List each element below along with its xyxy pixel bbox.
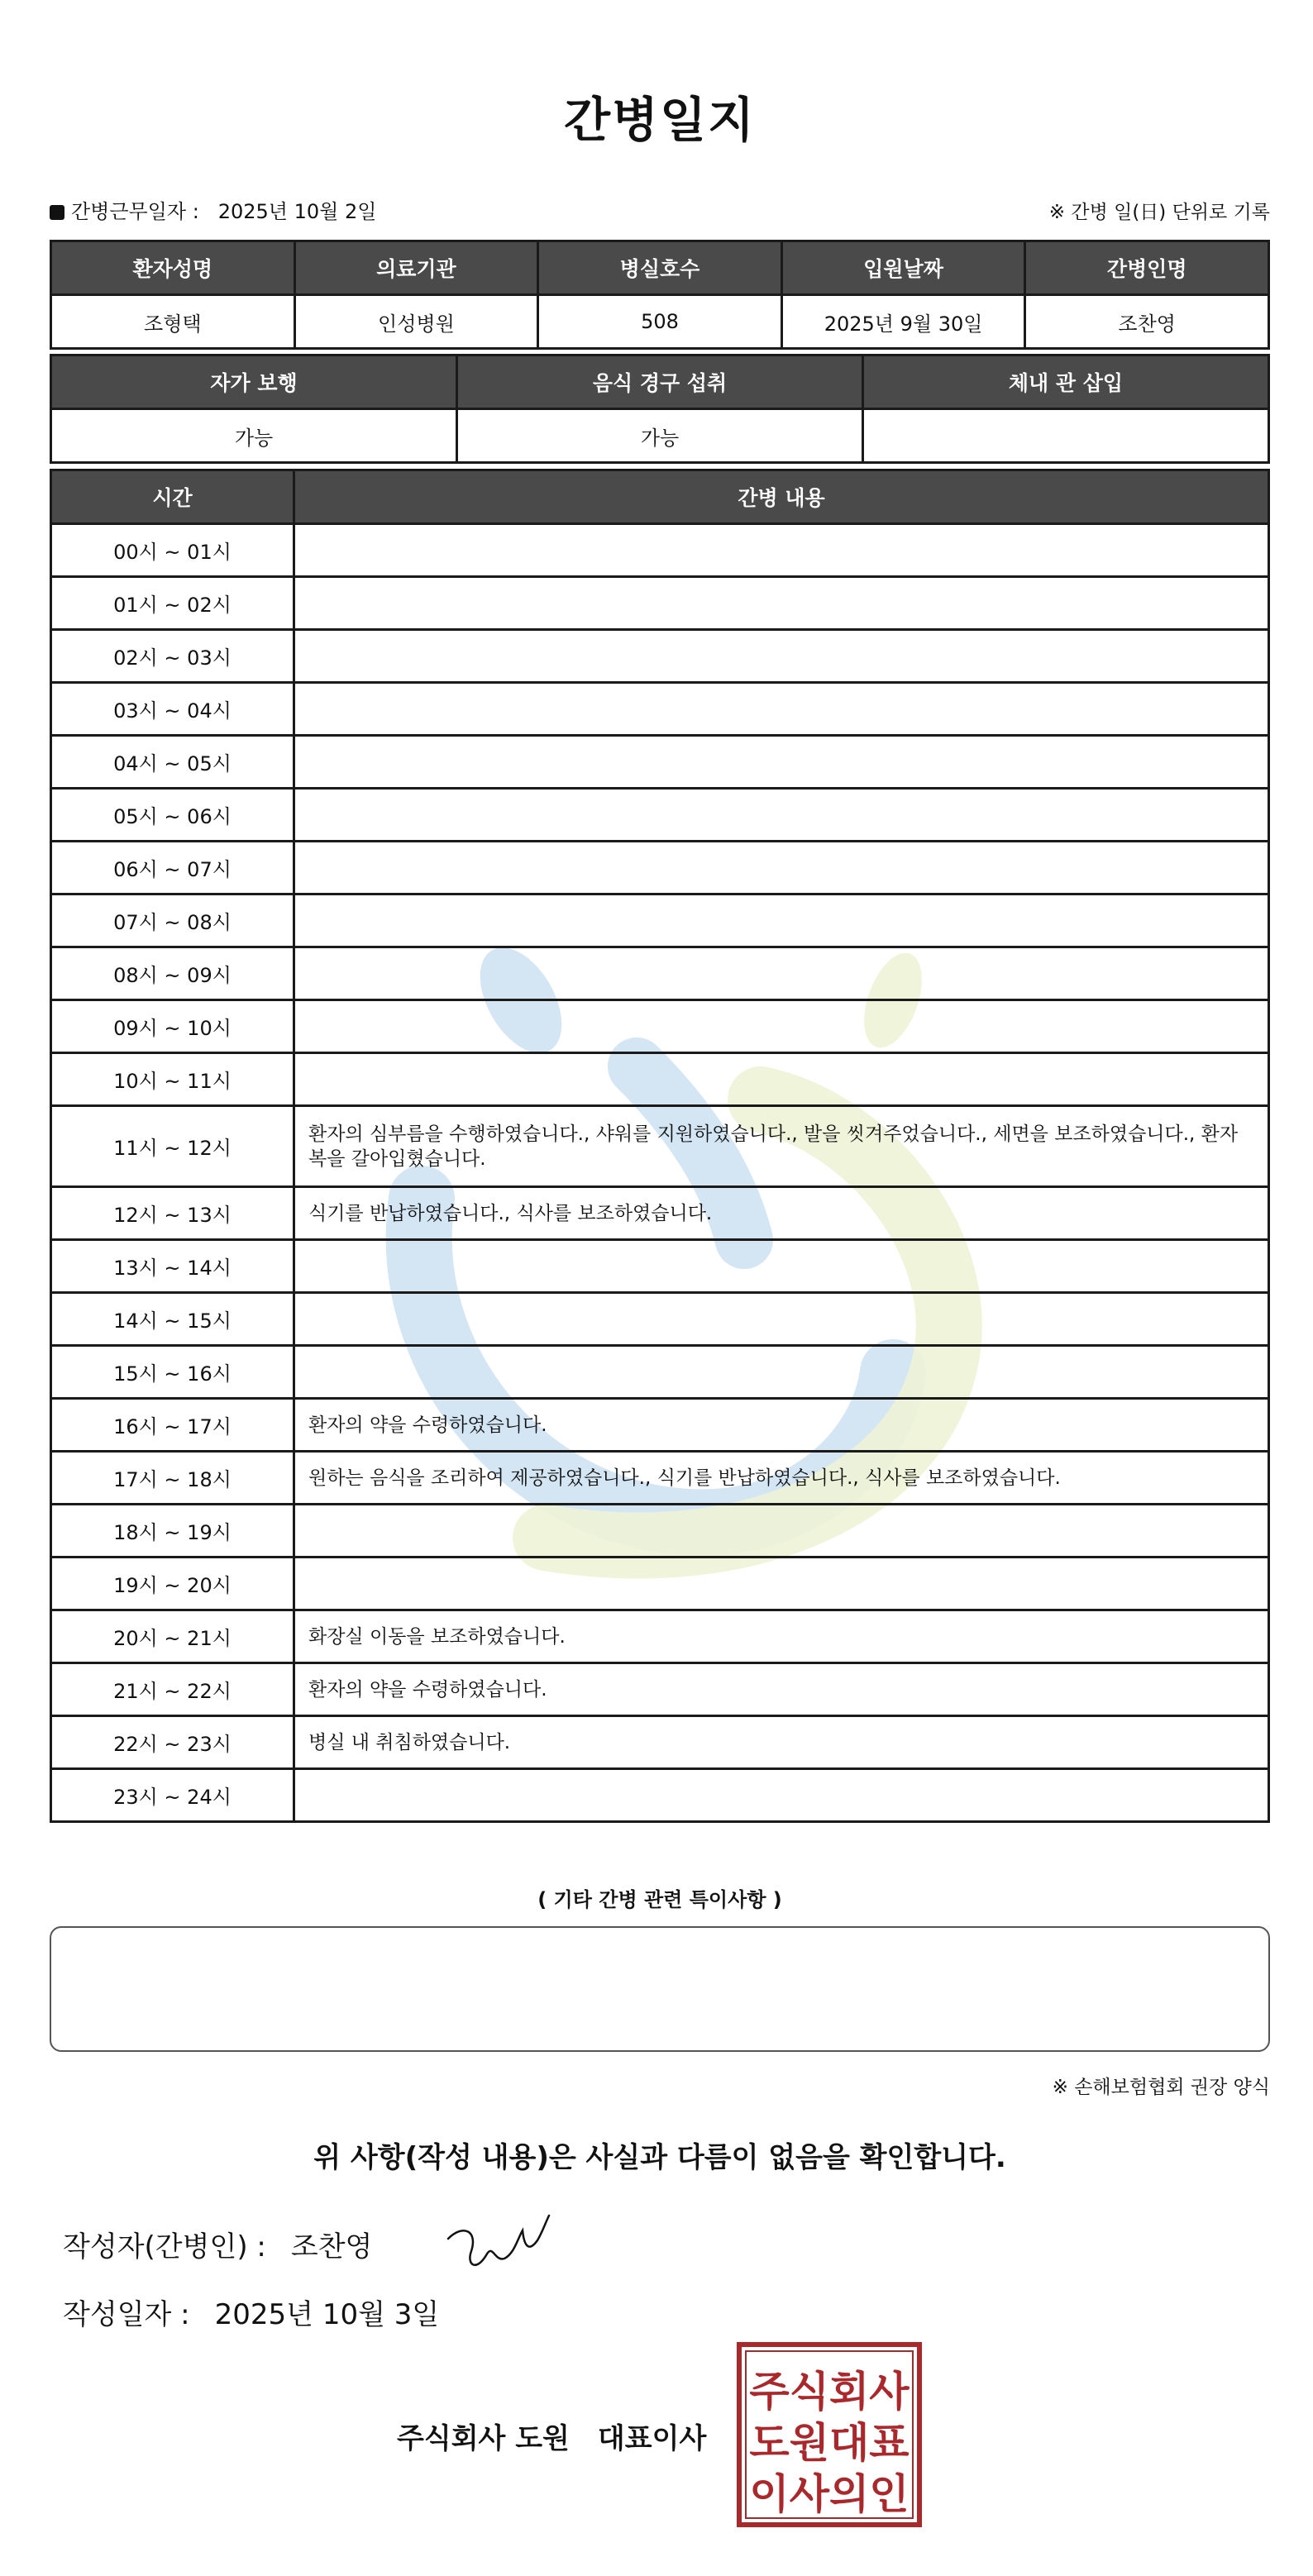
special-notes-box: [50, 1926, 1270, 2052]
header-self-walking: 자가 보행: [51, 355, 457, 409]
care-content: [294, 894, 1269, 947]
table-row: [51, 789, 1269, 842]
table-row: [51, 1769, 1269, 1822]
care-content: 병실 내 취침하였습니다.: [294, 1716, 1269, 1769]
work-date-label: 간병근무일자 :: [71, 200, 199, 223]
table-row: [51, 1106, 1269, 1187]
writer-line: [63, 2224, 372, 2264]
care-content: [294, 1053, 1269, 1106]
tube-insertion-value: [863, 409, 1269, 463]
time-slot: 01시 ~ 02시: [51, 577, 294, 630]
time-slot: 11시 ~ 12시: [51, 1106, 294, 1187]
care-content: [294, 789, 1269, 842]
time-slot: 12시 ~ 13시: [51, 1187, 294, 1240]
care-content: [294, 1240, 1269, 1293]
work-date-line: [50, 195, 1270, 225]
time-slot: 06시 ~ 07시: [51, 842, 294, 894]
time-slot: 17시 ~ 18시: [51, 1452, 294, 1505]
patient-name: 조형택: [51, 295, 295, 349]
work-date: [50, 195, 376, 224]
writing-date-label: 작성일자 :: [63, 2298, 190, 2331]
table-row: [51, 842, 1269, 894]
table-row: [51, 577, 1269, 630]
ceo-label: 대표이사: [597, 2422, 707, 2455]
time-slot: 03시 ~ 04시: [51, 683, 294, 736]
header-hospital: 의료기관: [294, 241, 538, 295]
svg-text:이사의인: 이사의인: [749, 2470, 910, 2518]
admission-date: 2025년 9월 30일: [781, 295, 1025, 349]
time-slot: 19시 ~ 20시: [51, 1558, 294, 1610]
time-slot: 22시 ~ 23시: [51, 1716, 294, 1769]
table-row: [51, 524, 1269, 577]
hourly-care-log-table: [50, 469, 1270, 1823]
care-content: [294, 630, 1269, 683]
square-bullet-icon: [50, 205, 64, 220]
header-patient-name: 환자성명: [51, 241, 295, 295]
header-admission-date: 입원날짜: [781, 241, 1025, 295]
care-content: [294, 1505, 1269, 1558]
care-content: [294, 1769, 1269, 1822]
table-row: [51, 1505, 1269, 1558]
time-slot: 14시 ~ 15시: [51, 1293, 294, 1346]
table-row: [51, 947, 1269, 1000]
care-log-rows: [51, 524, 1269, 1822]
time-slot: 10시 ~ 11시: [51, 1053, 294, 1106]
care-content: [294, 683, 1269, 736]
svg-text:도원대표: 도원대표: [749, 2419, 910, 2467]
care-content: [294, 736, 1269, 789]
company-line: [397, 2416, 706, 2456]
header-tube-insertion: 체내 관 삽입: [863, 355, 1269, 409]
time-slot: 13시 ~ 14시: [51, 1240, 294, 1293]
header-oral-intake: 음식 경구 섭취: [457, 355, 863, 409]
time-slot: 15시 ~ 16시: [51, 1346, 294, 1399]
svg-text:주식회사: 주식회사: [749, 2368, 910, 2416]
time-slot: 18시 ~ 19시: [51, 1505, 294, 1558]
time-slot: 07시 ~ 08시: [51, 894, 294, 947]
care-content: [294, 842, 1269, 894]
work-date-value: 2025년 10월 2일: [217, 200, 377, 223]
table-row: [51, 1053, 1269, 1106]
table-row: [51, 1293, 1269, 1346]
table-row: [51, 1399, 1269, 1452]
signature: [438, 2206, 604, 2280]
time-slot: 16시 ~ 17시: [51, 1399, 294, 1452]
document-title: 간병일지: [563, 92, 757, 148]
confirmation-statement: 위 사항(작성 내용)은 사실과 다름이 없음을 확인합니다.: [313, 2141, 1006, 2174]
care-content: 환자의 심부름을 수행하였습니다., 샤워를 지원하였습니다., 발을 씻겨주었습니다., 세면을 보조하였습니다., 환자복을 갈아입혔습니다.: [294, 1106, 1269, 1187]
time-slot: 04시 ~ 05시: [51, 736, 294, 789]
patient-info-table: [50, 240, 1270, 350]
table-row: [51, 683, 1269, 736]
time-slot: 20시 ~ 21시: [51, 1610, 294, 1663]
care-content: [294, 1000, 1269, 1053]
writing-date-value: 2025년 10월 3일: [214, 2298, 440, 2331]
writer-label: 작성자(간병인) :: [63, 2230, 266, 2264]
table-row: [51, 736, 1269, 789]
care-content: [294, 1293, 1269, 1346]
hospital: 인성병원: [294, 295, 538, 349]
time-slot: 05시 ~ 06시: [51, 789, 294, 842]
patient-status-table: [50, 354, 1270, 464]
time-slot: 09시 ~ 10시: [51, 1000, 294, 1053]
table-row: [51, 630, 1269, 683]
caregiver-name: 조찬영: [1025, 295, 1269, 349]
company-seal: [736, 2341, 923, 2528]
time-slot: 00시 ~ 01시: [51, 524, 294, 577]
time-slot: 08시 ~ 09시: [51, 947, 294, 1000]
header-caregiver-name: 간병인명: [1025, 241, 1269, 295]
table-row: [51, 1187, 1269, 1240]
care-content: 원하는 음식을 조리하여 제공하였습니다., 식기를 반납하였습니다., 식사를 보조하였습니다.: [294, 1452, 1269, 1505]
source-note: ※ 손해보험협회 권장 양식: [1052, 2077, 1270, 2098]
oral-intake-value: 가능: [457, 409, 863, 463]
table-row: [51, 1610, 1269, 1663]
writing-date-line: [63, 2292, 439, 2332]
room-number: 508: [538, 295, 782, 349]
table-row: [51, 1000, 1269, 1053]
care-content: 환자의 약을 수령하였습니다.: [294, 1399, 1269, 1452]
care-content: [294, 1346, 1269, 1399]
company-name: 주식회사 도원: [397, 2422, 570, 2455]
table-row: [51, 1663, 1269, 1716]
time-slot: 21시 ~ 22시: [51, 1663, 294, 1716]
care-content: [294, 577, 1269, 630]
table-row: [51, 894, 1269, 947]
self-walking-value: 가능: [51, 409, 457, 463]
writer-name: 조찬영: [290, 2230, 373, 2264]
care-content: [294, 524, 1269, 577]
care-content: 화장실 이동을 보조하였습니다.: [294, 1610, 1269, 1663]
care-content: [294, 1558, 1269, 1610]
unit-note: ※ 간병 일(日) 단위로 기록: [1048, 202, 1270, 223]
care-content: 식기를 반납하였습니다., 식사를 보조하였습니다.: [294, 1187, 1269, 1240]
notes-title: ( 기타 간병 관련 특이사항 ): [537, 1888, 782, 1911]
table-row: [51, 1558, 1269, 1610]
table-row: [51, 1716, 1269, 1769]
care-content: [294, 947, 1269, 1000]
header-time: 시간: [51, 470, 294, 524]
header-room-number: 병실호수: [538, 241, 782, 295]
header-care-content: 간병 내용: [294, 470, 1269, 524]
time-slot: 23시 ~ 24시: [51, 1769, 294, 1822]
table-row: [51, 1240, 1269, 1293]
care-content: 환자의 약을 수령하였습니다.: [294, 1663, 1269, 1716]
table-row: [51, 1346, 1269, 1399]
time-slot: 02시 ~ 03시: [51, 630, 294, 683]
table-row: [51, 1452, 1269, 1505]
